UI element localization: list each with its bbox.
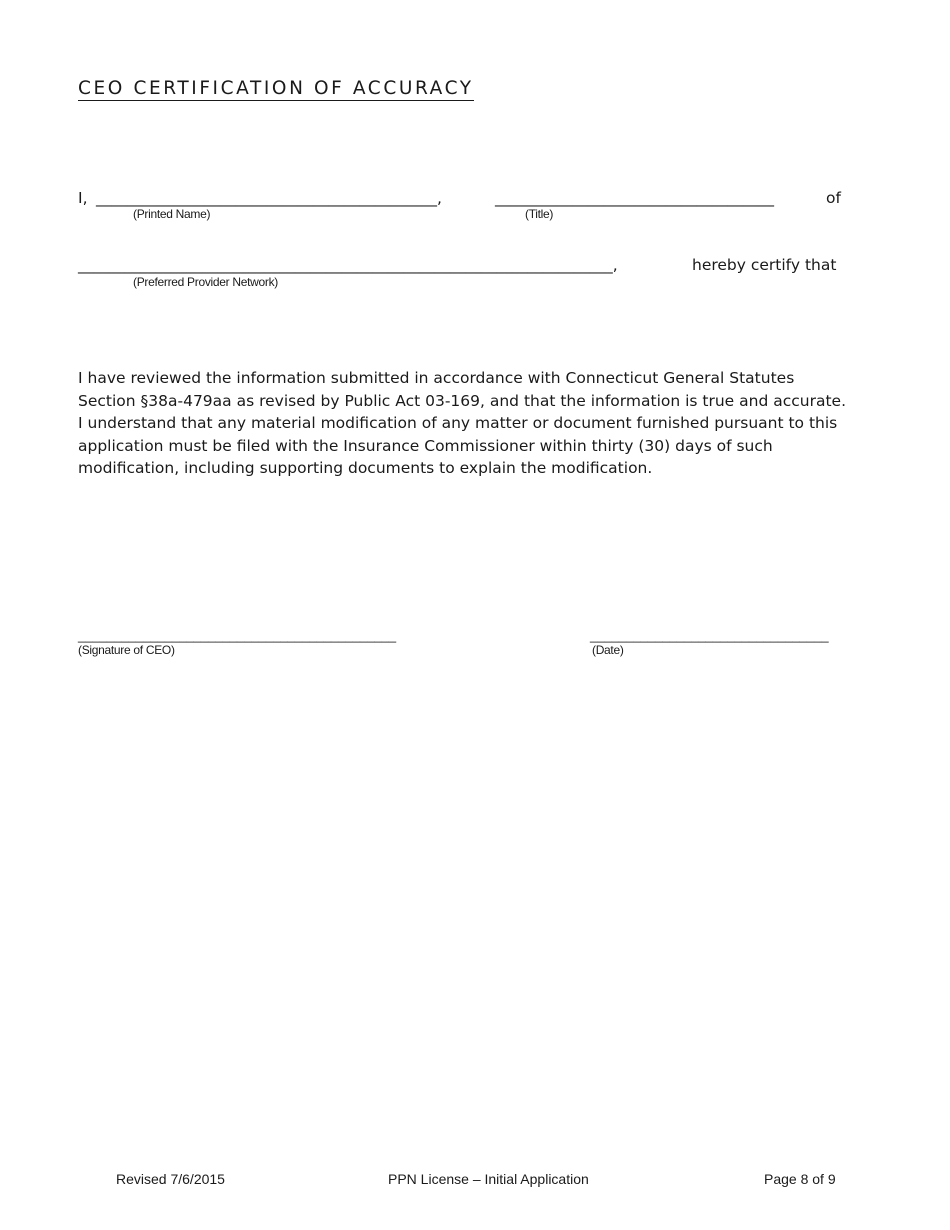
date-label: (Date) <box>592 643 624 657</box>
paragraph-line: application must be filed with the Insurance Commissioner within thirty (30) days of such <box>78 436 773 455</box>
footer-revised: Revised 7/6/2015 <box>116 1171 225 1187</box>
ceo-signature-label: (Signature of CEO) <box>78 643 175 657</box>
title-label: (Title) <box>525 207 554 221</box>
of-text: of <box>826 189 841 207</box>
paragraph-line: I have reviewed the information submitted in accordance with Connecticut General Statutes <box>78 369 795 387</box>
network-field[interactable]: _____________________________________________________________________, <box>78 256 618 274</box>
certification-paragraph <box>78 367 878 480</box>
network-label: (Preferred Provider Network) <box>133 275 278 289</box>
paragraph-line: I understand that any material modification of any matter or document furnished pursuant to this <box>78 414 838 432</box>
hereby-certify-text: hereby certify that <box>692 256 837 274</box>
title-field[interactable]: ____________________________________ <box>495 189 774 207</box>
certify-intro: I, <box>78 189 88 207</box>
printed-name-field[interactable]: ____________________________________________, <box>96 189 442 207</box>
footer-title: PPN License – Initial Application <box>388 1171 589 1187</box>
footer-page-number: Page 8 of 9 <box>764 1171 836 1187</box>
date-field[interactable]: _________________________________ <box>590 628 829 643</box>
paragraph-line: Section §38a-479aa as revised by Public Act 03-169, and that the information is true and accurate. <box>78 391 847 410</box>
ceo-signature-field[interactable]: ____________________________________________ <box>78 628 397 643</box>
page-title: CEO CERTIFICATION OF ACCURACY <box>78 78 474 99</box>
printed-name-label: (Printed Name) <box>133 207 211 221</box>
paragraph-line: modification, including supporting documents to explain the modification. <box>78 459 653 477</box>
